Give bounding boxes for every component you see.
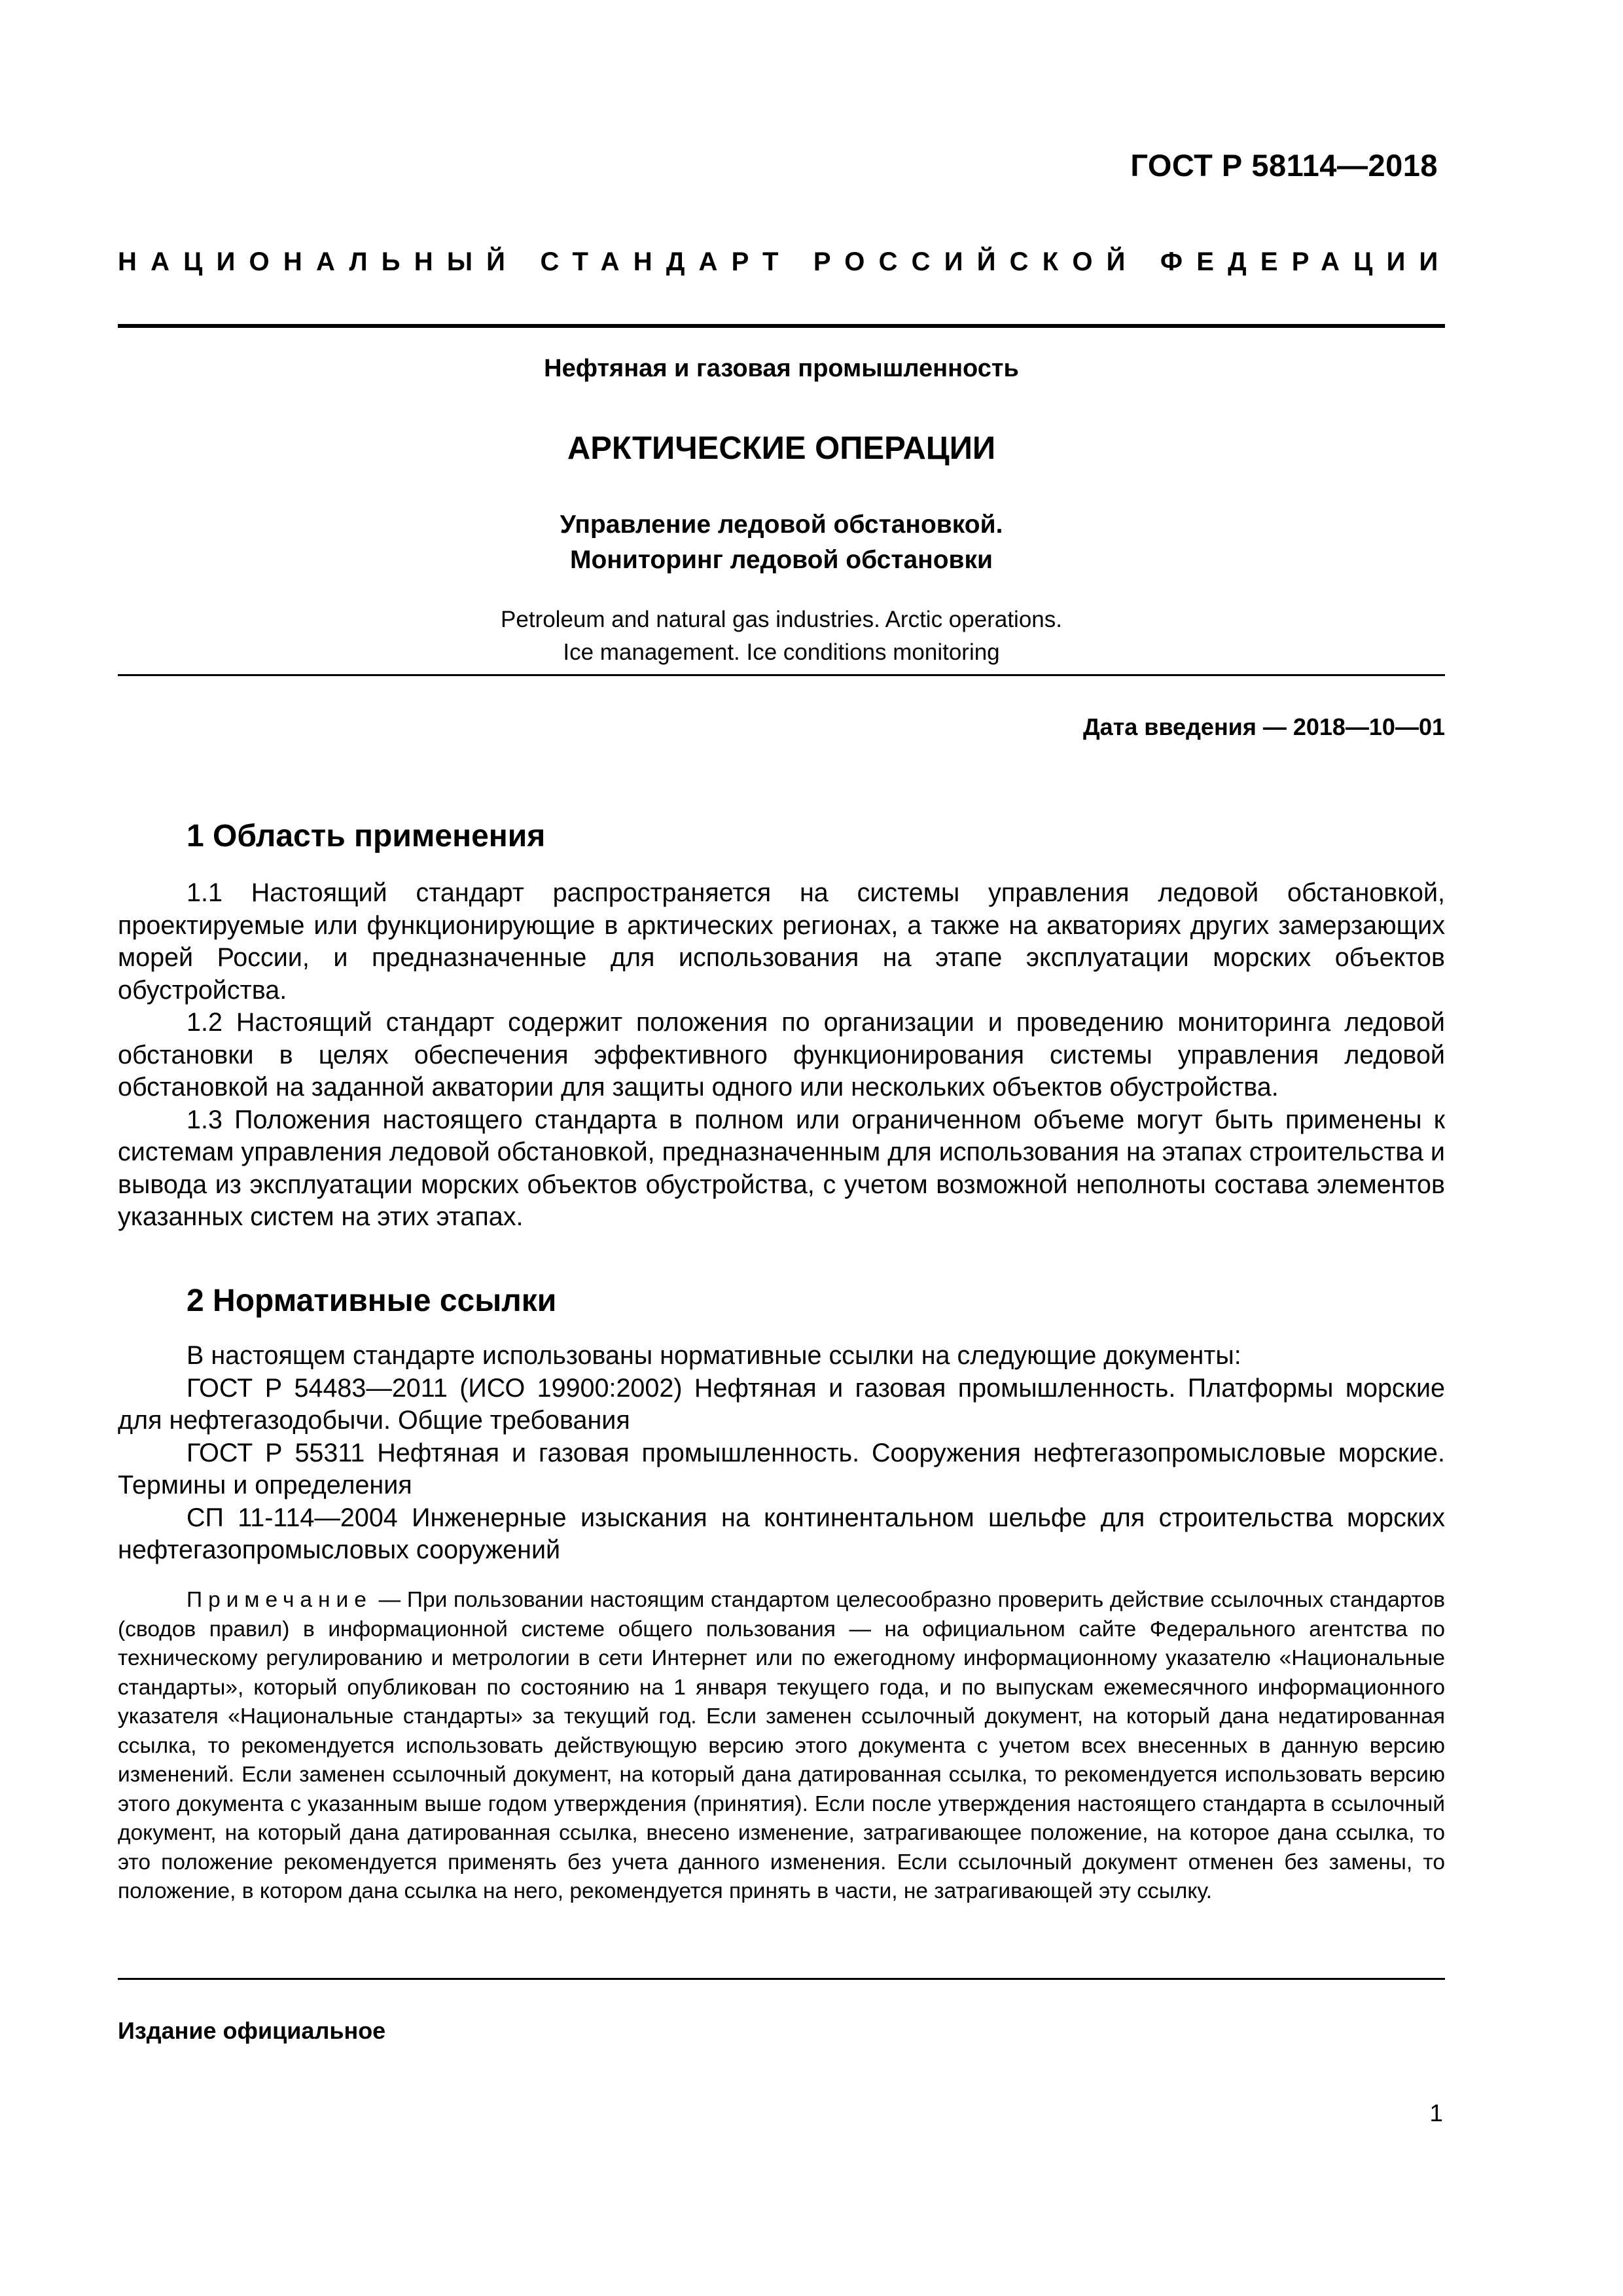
reference-3: СП 11-114—2004 Инженерные изыскания на континентальном шельфе для строительства морских нефтегазопромысловых сооружений [118, 1503, 1445, 1564]
header-divider [118, 324, 1445, 328]
paragraph-1-1: 1.1 Настоящий стандарт распространяется на системы управления ледовой обстановкой, проектируемые или функционирующие в арктических регионах, а также на акваториях других замерзающих морей России, и предназначенные для использования на этапе эксплуатации морских объектов обустройства. [118, 878, 1445, 1005]
note-label: Примечание [187, 1588, 372, 1612]
english-title-line-2: Ice management. Ice conditions monitoring [563, 639, 1000, 665]
english-title-line-1: Petroleum and natural gas industries. Arctic operations. [501, 607, 1062, 632]
edition-label: Издание официальное [118, 2017, 386, 2044]
industry-title: Нефтяная и газовая промышленность [544, 355, 1019, 382]
subtitle-line-1: Управление ледовой обстановкой. [560, 511, 1003, 539]
note-block [118, 1586, 1445, 1907]
document-code: ГОСТ Р 58114—2018 [1130, 148, 1438, 183]
title-divider [118, 674, 1445, 676]
note-paragraph [118, 1586, 1445, 1907]
english-title [118, 603, 1445, 669]
note-body: — При пользовании настоящим стандартом целесообразно проверить действие ссылочных стандартов (сводов правил) в информационной системе общего пользования — на официальном сайте Федерального агентства по техническому регулированию и метрологии в сети Интернет или по ежегодному информационному указателю «Национальные стандарты», который опубликован по состоянию на 1 января текущего года, и по выпускам ежемесячного информационного указателя «Национальные стандарты» за текущий год. Если заменен ссылочный документ, на который дана недатированная ссылка, то рекомендуется использовать действующую версию этого документа с учетом всех внесенных в данную версию изменений. Если заменен ссылочный документ, на который дана датированная ссылка, то рекомендуется использовать версию этого документа с указанным выше годом утверждения (принятия). Если после утверждения настоящего стандарта в ссылочный документ, на который дана датированная ссылка, внесено изменение, затрагивающее положение, на которое дана ссылка, то это положение рекомендуется применять без учета данного изменения. Если ссылочный документ отменен без замены, то положение, в котором дана ссылка на него, рекомендуется принять в части, не затрагивающей эту ссылку. [118, 1588, 1445, 1903]
references-intro: В настоящем стандарте использованы нормативные ссылки на следующие документы: [187, 1341, 1241, 1370]
reference-2: ГОСТ Р 55311 Нефтяная и газовая промышленность. Сооружения нефтегазопромысловые морские. Термины и определения [118, 1438, 1445, 1499]
footer-divider [118, 1978, 1445, 1980]
main-title: АРКТИЧЕСКИЕ ОПЕРАЦИИ [567, 431, 996, 466]
introduction-date: Дата введения — 2018—10—01 [1082, 713, 1445, 740]
reference-1: ГОСТ Р 54483—2011 (ИСО 19900:2002) Нефтяная и газовая промышленность. Платформы морские для нефтегазодобычи. Общие требования [118, 1373, 1445, 1435]
section-1-body [118, 877, 1445, 1234]
page-number: 1 [1429, 2100, 1443, 2126]
section-2-heading: 2 Нормативные ссылки [187, 1283, 557, 1318]
section-1-heading: 1 Область применения [187, 819, 546, 853]
subtitle-line-2: Мониторинг ледовой обстановки [569, 546, 993, 574]
paragraph-1-2: 1.2 Настоящий стандарт содержит положения по организации и проведению мониторинга ледовой обстановки в целях обеспечения эффективного функционирования системы управления ледовой обстановкой на заданной акватории для защиты одного или нескольких объектов обустройства. [118, 1008, 1445, 1102]
section-2-body [118, 1340, 1445, 1567]
paragraph-1-3: 1.3 Положения настоящего стандарта в полном или ограниченном объеме могут быть применены к системам управления ледовой обстановкой, предназначенным для использования на этапах строительства и вывода из эксплуатации морских объектов обустройства, с учетом возможной неполноты состава элементов указанных систем на этих этапах. [118, 1105, 1445, 1231]
subtitle [118, 507, 1445, 578]
national-standard-banner: НАЦИОНАЛЬНЫЙ СТАНДАРТ РОССИЙСКОЙ ФЕДЕРАЦИИ [118, 247, 1452, 276]
